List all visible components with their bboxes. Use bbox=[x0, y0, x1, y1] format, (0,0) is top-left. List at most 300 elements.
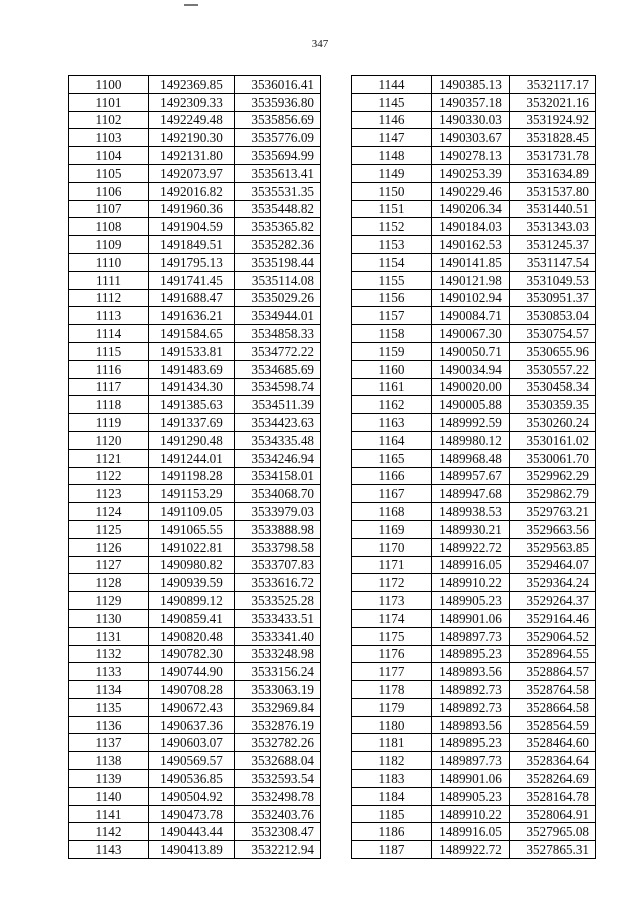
point-number-cell: 1133 bbox=[69, 663, 149, 681]
point-number-cell: 1108 bbox=[69, 218, 149, 236]
x-coordinate-cell: 1489916.05 bbox=[432, 823, 510, 841]
table-row bbox=[69, 111, 321, 129]
table-row bbox=[352, 253, 596, 271]
point-number-cell: 1106 bbox=[69, 182, 149, 200]
table-row bbox=[69, 841, 321, 859]
y-coordinate-cell: 3532021.16 bbox=[510, 93, 596, 111]
table-row bbox=[352, 752, 596, 770]
y-coordinate-cell: 3534944.01 bbox=[235, 307, 321, 325]
x-coordinate-cell: 1490473.78 bbox=[149, 805, 235, 823]
page-number: 347 bbox=[311, 38, 329, 50]
table-row bbox=[352, 787, 596, 805]
y-coordinate-cell: 3531440.51 bbox=[510, 200, 596, 218]
point-number-cell: 1187 bbox=[352, 841, 432, 859]
point-number-cell: 1146 bbox=[352, 111, 432, 129]
y-coordinate-cell: 3530161.02 bbox=[510, 431, 596, 449]
y-coordinate-cell: 3534858.33 bbox=[235, 325, 321, 343]
x-coordinate-cell: 1491960.36 bbox=[149, 200, 235, 218]
y-coordinate-cell: 3534772.22 bbox=[235, 342, 321, 360]
table-row bbox=[352, 147, 596, 165]
point-number-cell: 1150 bbox=[352, 182, 432, 200]
table-row bbox=[69, 218, 321, 236]
y-coordinate-cell: 3529264.37 bbox=[510, 592, 596, 610]
x-coordinate-cell: 1489910.22 bbox=[432, 805, 510, 823]
x-coordinate-cell: 1490782.30 bbox=[149, 645, 235, 663]
x-coordinate-cell: 1490084.71 bbox=[432, 307, 510, 325]
point-number-cell: 1176 bbox=[352, 645, 432, 663]
x-coordinate-cell: 1490536.85 bbox=[149, 770, 235, 788]
y-coordinate-cell: 3533616.72 bbox=[235, 574, 321, 592]
table-row bbox=[69, 307, 321, 325]
point-number-cell: 1180 bbox=[352, 716, 432, 734]
x-coordinate-cell: 1490504.92 bbox=[149, 787, 235, 805]
point-number-cell: 1138 bbox=[69, 752, 149, 770]
table-row bbox=[69, 378, 321, 396]
y-coordinate-cell: 3529563.85 bbox=[510, 538, 596, 556]
y-coordinate-cell: 3534246.94 bbox=[235, 449, 321, 467]
y-coordinate-cell: 3528464.60 bbox=[510, 734, 596, 752]
table-row bbox=[69, 698, 321, 716]
point-number-cell: 1134 bbox=[69, 681, 149, 699]
point-number-cell: 1145 bbox=[352, 93, 432, 111]
table-row bbox=[69, 360, 321, 378]
x-coordinate-cell: 1489916.05 bbox=[432, 556, 510, 574]
table-row bbox=[69, 449, 321, 467]
table-row bbox=[352, 271, 596, 289]
y-coordinate-cell: 3533798.58 bbox=[235, 538, 321, 556]
table-row bbox=[352, 805, 596, 823]
point-number-cell: 1172 bbox=[352, 574, 432, 592]
x-coordinate-cell: 1489980.12 bbox=[432, 431, 510, 449]
y-coordinate-cell: 3532969.84 bbox=[235, 698, 321, 716]
point-number-cell: 1152 bbox=[352, 218, 432, 236]
y-coordinate-cell: 3534598.74 bbox=[235, 378, 321, 396]
point-number-cell: 1102 bbox=[69, 111, 149, 129]
table-row bbox=[69, 770, 321, 788]
y-coordinate-cell: 3531924.92 bbox=[510, 111, 596, 129]
x-coordinate-cell: 1489957.67 bbox=[432, 467, 510, 485]
y-coordinate-cell: 3535776.09 bbox=[235, 129, 321, 147]
table-row bbox=[352, 218, 596, 236]
x-coordinate-cell: 1489992.59 bbox=[432, 414, 510, 432]
table-row bbox=[352, 485, 596, 503]
y-coordinate-cell: 3534158.01 bbox=[235, 467, 321, 485]
table-row bbox=[69, 129, 321, 147]
x-coordinate-cell: 1489895.23 bbox=[432, 734, 510, 752]
y-coordinate-cell: 3533248.98 bbox=[235, 645, 321, 663]
y-coordinate-cell: 3529763.21 bbox=[510, 503, 596, 521]
y-coordinate-cell: 3535531.35 bbox=[235, 182, 321, 200]
x-coordinate-cell: 1490939.59 bbox=[149, 574, 235, 592]
y-coordinate-cell: 3535282.36 bbox=[235, 236, 321, 254]
x-coordinate-cell: 1491290.48 bbox=[149, 431, 235, 449]
table-row bbox=[69, 538, 321, 556]
x-coordinate-cell: 1491244.01 bbox=[149, 449, 235, 467]
point-number-cell: 1163 bbox=[352, 414, 432, 432]
point-number-cell: 1159 bbox=[352, 342, 432, 360]
table-row bbox=[69, 592, 321, 610]
table-row bbox=[352, 360, 596, 378]
y-coordinate-cell: 3528964.55 bbox=[510, 645, 596, 663]
point-number-cell: 1181 bbox=[352, 734, 432, 752]
point-number-cell: 1182 bbox=[352, 752, 432, 770]
point-number-cell: 1115 bbox=[69, 342, 149, 360]
table-row bbox=[69, 556, 321, 574]
y-coordinate-cell: 3531343.03 bbox=[510, 218, 596, 236]
table-row bbox=[69, 271, 321, 289]
point-number-cell: 1139 bbox=[69, 770, 149, 788]
table-row bbox=[352, 627, 596, 645]
y-coordinate-cell: 3530655.96 bbox=[510, 342, 596, 360]
y-coordinate-cell: 3534511.39 bbox=[235, 396, 321, 414]
y-coordinate-cell: 3534335.48 bbox=[235, 431, 321, 449]
point-number-cell: 1125 bbox=[69, 520, 149, 538]
y-coordinate-cell: 3529962.29 bbox=[510, 467, 596, 485]
point-number-cell: 1179 bbox=[352, 698, 432, 716]
x-coordinate-cell: 1490603.07 bbox=[149, 734, 235, 752]
y-coordinate-cell: 3532117.17 bbox=[510, 76, 596, 94]
point-number-cell: 1155 bbox=[352, 271, 432, 289]
table-row bbox=[352, 467, 596, 485]
x-coordinate-cell: 1489968.48 bbox=[432, 449, 510, 467]
table-row bbox=[352, 556, 596, 574]
table-row bbox=[352, 592, 596, 610]
point-number-cell: 1129 bbox=[69, 592, 149, 610]
x-coordinate-cell: 1490229.46 bbox=[432, 182, 510, 200]
y-coordinate-cell: 3532782.26 bbox=[235, 734, 321, 752]
x-coordinate-cell: 1489892.73 bbox=[432, 681, 510, 699]
point-number-cell: 1103 bbox=[69, 129, 149, 147]
x-coordinate-cell: 1492249.48 bbox=[149, 111, 235, 129]
y-coordinate-cell: 3530061.70 bbox=[510, 449, 596, 467]
table-row bbox=[352, 414, 596, 432]
x-coordinate-cell: 1490672.43 bbox=[149, 698, 235, 716]
y-coordinate-cell: 3530557.22 bbox=[510, 360, 596, 378]
table-row bbox=[69, 289, 321, 307]
point-number-cell: 1143 bbox=[69, 841, 149, 859]
y-coordinate-cell: 3533063.19 bbox=[235, 681, 321, 699]
x-coordinate-cell: 1489892.73 bbox=[432, 698, 510, 716]
x-coordinate-cell: 1490330.03 bbox=[432, 111, 510, 129]
y-coordinate-cell: 3530359.35 bbox=[510, 396, 596, 414]
x-coordinate-cell: 1489893.56 bbox=[432, 663, 510, 681]
point-number-cell: 1158 bbox=[352, 325, 432, 343]
y-coordinate-cell: 3532688.04 bbox=[235, 752, 321, 770]
table-row bbox=[69, 574, 321, 592]
y-coordinate-cell: 3535856.69 bbox=[235, 111, 321, 129]
x-coordinate-cell: 1491795.13 bbox=[149, 253, 235, 271]
point-number-cell: 1185 bbox=[352, 805, 432, 823]
y-coordinate-cell: 3529164.46 bbox=[510, 609, 596, 627]
x-coordinate-cell: 1491904.59 bbox=[149, 218, 235, 236]
x-coordinate-cell: 1491483.69 bbox=[149, 360, 235, 378]
point-number-cell: 1130 bbox=[69, 609, 149, 627]
table-row bbox=[352, 520, 596, 538]
x-coordinate-cell: 1490005.88 bbox=[432, 396, 510, 414]
x-coordinate-cell: 1490067.30 bbox=[432, 325, 510, 343]
x-coordinate-cell: 1490121.98 bbox=[432, 271, 510, 289]
x-coordinate-cell: 1489930.21 bbox=[432, 520, 510, 538]
table-row bbox=[352, 76, 596, 94]
point-number-cell: 1165 bbox=[352, 449, 432, 467]
point-number-cell: 1100 bbox=[69, 76, 149, 94]
point-number-cell: 1153 bbox=[352, 236, 432, 254]
y-coordinate-cell: 3528764.58 bbox=[510, 681, 596, 699]
x-coordinate-cell: 1490162.53 bbox=[432, 236, 510, 254]
table-row bbox=[352, 164, 596, 182]
x-coordinate-cell: 1489897.73 bbox=[432, 752, 510, 770]
table-row bbox=[69, 716, 321, 734]
y-coordinate-cell: 3530754.57 bbox=[510, 325, 596, 343]
y-coordinate-cell: 3528664.58 bbox=[510, 698, 596, 716]
table-row bbox=[69, 182, 321, 200]
y-coordinate-cell: 3533979.03 bbox=[235, 503, 321, 521]
point-number-cell: 1178 bbox=[352, 681, 432, 699]
y-coordinate-cell: 3528064.91 bbox=[510, 805, 596, 823]
point-number-cell: 1136 bbox=[69, 716, 149, 734]
y-coordinate-cell: 3533525.28 bbox=[235, 592, 321, 610]
x-coordinate-cell: 1490206.34 bbox=[432, 200, 510, 218]
table-row bbox=[69, 627, 321, 645]
y-coordinate-cell: 3532403.76 bbox=[235, 805, 321, 823]
point-number-cell: 1148 bbox=[352, 147, 432, 165]
point-number-cell: 1131 bbox=[69, 627, 149, 645]
point-number-cell: 1126 bbox=[69, 538, 149, 556]
table-row bbox=[69, 76, 321, 94]
table-row bbox=[69, 431, 321, 449]
point-number-cell: 1170 bbox=[352, 538, 432, 556]
table-row bbox=[69, 93, 321, 111]
y-coordinate-cell: 3532593.54 bbox=[235, 770, 321, 788]
y-coordinate-cell: 3533341.40 bbox=[235, 627, 321, 645]
table-row bbox=[69, 342, 321, 360]
table-row bbox=[352, 289, 596, 307]
table-row bbox=[69, 485, 321, 503]
table-row bbox=[69, 787, 321, 805]
table-row bbox=[69, 805, 321, 823]
y-coordinate-cell: 3532876.19 bbox=[235, 716, 321, 734]
table-row bbox=[69, 147, 321, 165]
point-number-cell: 1175 bbox=[352, 627, 432, 645]
table-row bbox=[69, 200, 321, 218]
point-number-cell: 1160 bbox=[352, 360, 432, 378]
point-number-cell: 1144 bbox=[352, 76, 432, 94]
x-coordinate-cell: 1489922.72 bbox=[432, 841, 510, 859]
point-number-cell: 1128 bbox=[69, 574, 149, 592]
y-coordinate-cell: 3533888.98 bbox=[235, 520, 321, 538]
table-row bbox=[352, 698, 596, 716]
x-coordinate-cell: 1491584.65 bbox=[149, 325, 235, 343]
x-coordinate-cell: 1491109.05 bbox=[149, 503, 235, 521]
y-coordinate-cell: 3529364.24 bbox=[510, 574, 596, 592]
y-coordinate-cell: 3531049.53 bbox=[510, 271, 596, 289]
y-coordinate-cell: 3528264.69 bbox=[510, 770, 596, 788]
y-coordinate-cell: 3530260.24 bbox=[510, 414, 596, 432]
table-row bbox=[69, 520, 321, 538]
point-number-cell: 1171 bbox=[352, 556, 432, 574]
x-coordinate-cell: 1490278.13 bbox=[432, 147, 510, 165]
x-coordinate-cell: 1491385.63 bbox=[149, 396, 235, 414]
point-number-cell: 1132 bbox=[69, 645, 149, 663]
y-coordinate-cell: 3529663.56 bbox=[510, 520, 596, 538]
x-coordinate-cell: 1491636.21 bbox=[149, 307, 235, 325]
point-number-cell: 1161 bbox=[352, 378, 432, 396]
x-coordinate-cell: 1491022.81 bbox=[149, 538, 235, 556]
table-row bbox=[69, 396, 321, 414]
point-number-cell: 1121 bbox=[69, 449, 149, 467]
point-number-cell: 1166 bbox=[352, 467, 432, 485]
table-row bbox=[352, 645, 596, 663]
table-row bbox=[69, 414, 321, 432]
table-row bbox=[352, 574, 596, 592]
point-number-cell: 1110 bbox=[69, 253, 149, 271]
y-coordinate-cell: 3535936.80 bbox=[235, 93, 321, 111]
table-row bbox=[352, 503, 596, 521]
x-coordinate-cell: 1491688.47 bbox=[149, 289, 235, 307]
y-coordinate-cell: 3532212.94 bbox=[235, 841, 321, 859]
x-coordinate-cell: 1489905.23 bbox=[432, 592, 510, 610]
y-coordinate-cell: 3535114.08 bbox=[235, 271, 321, 289]
scan-mark bbox=[184, 4, 198, 6]
table-row bbox=[352, 200, 596, 218]
x-coordinate-cell: 1490980.82 bbox=[149, 556, 235, 574]
point-number-cell: 1123 bbox=[69, 485, 149, 503]
table-row bbox=[69, 236, 321, 254]
point-number-cell: 1114 bbox=[69, 325, 149, 343]
table-row bbox=[352, 129, 596, 147]
y-coordinate-cell: 3533707.83 bbox=[235, 556, 321, 574]
x-coordinate-cell: 1491533.81 bbox=[149, 342, 235, 360]
table-row bbox=[352, 734, 596, 752]
y-coordinate-cell: 3535029.26 bbox=[235, 289, 321, 307]
point-number-cell: 1118 bbox=[69, 396, 149, 414]
x-coordinate-cell: 1490708.28 bbox=[149, 681, 235, 699]
table-row bbox=[352, 823, 596, 841]
point-number-cell: 1168 bbox=[352, 503, 432, 521]
table-row bbox=[352, 342, 596, 360]
x-coordinate-cell: 1490253.39 bbox=[432, 164, 510, 182]
point-number-cell: 1173 bbox=[352, 592, 432, 610]
table-row bbox=[352, 716, 596, 734]
point-number-cell: 1177 bbox=[352, 663, 432, 681]
point-number-cell: 1135 bbox=[69, 698, 149, 716]
y-coordinate-cell: 3535198.44 bbox=[235, 253, 321, 271]
y-coordinate-cell: 3530458.34 bbox=[510, 378, 596, 396]
y-coordinate-cell: 3533156.24 bbox=[235, 663, 321, 681]
table-row bbox=[352, 663, 596, 681]
x-coordinate-cell: 1490020.00 bbox=[432, 378, 510, 396]
x-coordinate-cell: 1489901.06 bbox=[432, 770, 510, 788]
x-coordinate-cell: 1490385.13 bbox=[432, 76, 510, 94]
y-coordinate-cell: 3536016.41 bbox=[235, 76, 321, 94]
table-row bbox=[352, 111, 596, 129]
x-coordinate-cell: 1490899.12 bbox=[149, 592, 235, 610]
y-coordinate-cell: 3529862.79 bbox=[510, 485, 596, 503]
point-number-cell: 1156 bbox=[352, 289, 432, 307]
table-row bbox=[352, 182, 596, 200]
x-coordinate-cell: 1489905.23 bbox=[432, 787, 510, 805]
y-coordinate-cell: 3528864.57 bbox=[510, 663, 596, 681]
y-coordinate-cell: 3535694.99 bbox=[235, 147, 321, 165]
point-number-cell: 1151 bbox=[352, 200, 432, 218]
point-number-cell: 1141 bbox=[69, 805, 149, 823]
y-coordinate-cell: 3531537.80 bbox=[510, 182, 596, 200]
x-coordinate-cell: 1490303.67 bbox=[432, 129, 510, 147]
y-coordinate-cell: 3530951.37 bbox=[510, 289, 596, 307]
y-coordinate-cell: 3531634.89 bbox=[510, 164, 596, 182]
point-number-cell: 1186 bbox=[352, 823, 432, 841]
point-number-cell: 1127 bbox=[69, 556, 149, 574]
y-coordinate-cell: 3528164.78 bbox=[510, 787, 596, 805]
point-number-cell: 1149 bbox=[352, 164, 432, 182]
x-coordinate-cell: 1491849.51 bbox=[149, 236, 235, 254]
x-coordinate-cell: 1492016.82 bbox=[149, 182, 235, 200]
y-coordinate-cell: 3532308.47 bbox=[235, 823, 321, 841]
x-coordinate-cell: 1489895.23 bbox=[432, 645, 510, 663]
y-coordinate-cell: 3530853.04 bbox=[510, 307, 596, 325]
point-number-cell: 1162 bbox=[352, 396, 432, 414]
table-row bbox=[69, 734, 321, 752]
y-coordinate-cell: 3535613.41 bbox=[235, 164, 321, 182]
x-coordinate-cell: 1491741.45 bbox=[149, 271, 235, 289]
table-row bbox=[69, 752, 321, 770]
table-row bbox=[69, 823, 321, 841]
table-row bbox=[69, 325, 321, 343]
point-number-cell: 1119 bbox=[69, 414, 149, 432]
y-coordinate-cell: 3534068.70 bbox=[235, 485, 321, 503]
x-coordinate-cell: 1490102.94 bbox=[432, 289, 510, 307]
x-coordinate-cell: 1491434.30 bbox=[149, 378, 235, 396]
point-number-cell: 1120 bbox=[69, 431, 149, 449]
x-coordinate-cell: 1489938.53 bbox=[432, 503, 510, 521]
y-coordinate-cell: 3531245.37 bbox=[510, 236, 596, 254]
point-number-cell: 1142 bbox=[69, 823, 149, 841]
x-coordinate-cell: 1492369.85 bbox=[149, 76, 235, 94]
x-coordinate-cell: 1491198.28 bbox=[149, 467, 235, 485]
point-number-cell: 1169 bbox=[352, 520, 432, 538]
y-coordinate-cell: 3531731.78 bbox=[510, 147, 596, 165]
point-number-cell: 1154 bbox=[352, 253, 432, 271]
point-number-cell: 1157 bbox=[352, 307, 432, 325]
coordinate-table-right bbox=[351, 75, 596, 859]
y-coordinate-cell: 3529064.52 bbox=[510, 627, 596, 645]
x-coordinate-cell: 1492073.97 bbox=[149, 164, 235, 182]
point-number-cell: 1137 bbox=[69, 734, 149, 752]
x-coordinate-cell: 1490637.36 bbox=[149, 716, 235, 734]
y-coordinate-cell: 3528564.59 bbox=[510, 716, 596, 734]
table-row bbox=[69, 467, 321, 485]
table-row bbox=[69, 663, 321, 681]
y-coordinate-cell: 3527865.31 bbox=[510, 841, 596, 859]
point-number-cell: 1116 bbox=[69, 360, 149, 378]
table-row bbox=[352, 449, 596, 467]
x-coordinate-cell: 1489901.06 bbox=[432, 609, 510, 627]
point-number-cell: 1124 bbox=[69, 503, 149, 521]
x-coordinate-cell: 1490034.94 bbox=[432, 360, 510, 378]
x-coordinate-cell: 1489947.68 bbox=[432, 485, 510, 503]
x-coordinate-cell: 1491065.55 bbox=[149, 520, 235, 538]
point-number-cell: 1174 bbox=[352, 609, 432, 627]
table-row bbox=[69, 253, 321, 271]
x-coordinate-cell: 1492131.80 bbox=[149, 147, 235, 165]
point-number-cell: 1183 bbox=[352, 770, 432, 788]
point-number-cell: 1140 bbox=[69, 787, 149, 805]
x-coordinate-cell: 1490413.89 bbox=[149, 841, 235, 859]
y-coordinate-cell: 3531147.54 bbox=[510, 253, 596, 271]
table-row bbox=[352, 841, 596, 859]
point-number-cell: 1117 bbox=[69, 378, 149, 396]
table-row bbox=[69, 609, 321, 627]
